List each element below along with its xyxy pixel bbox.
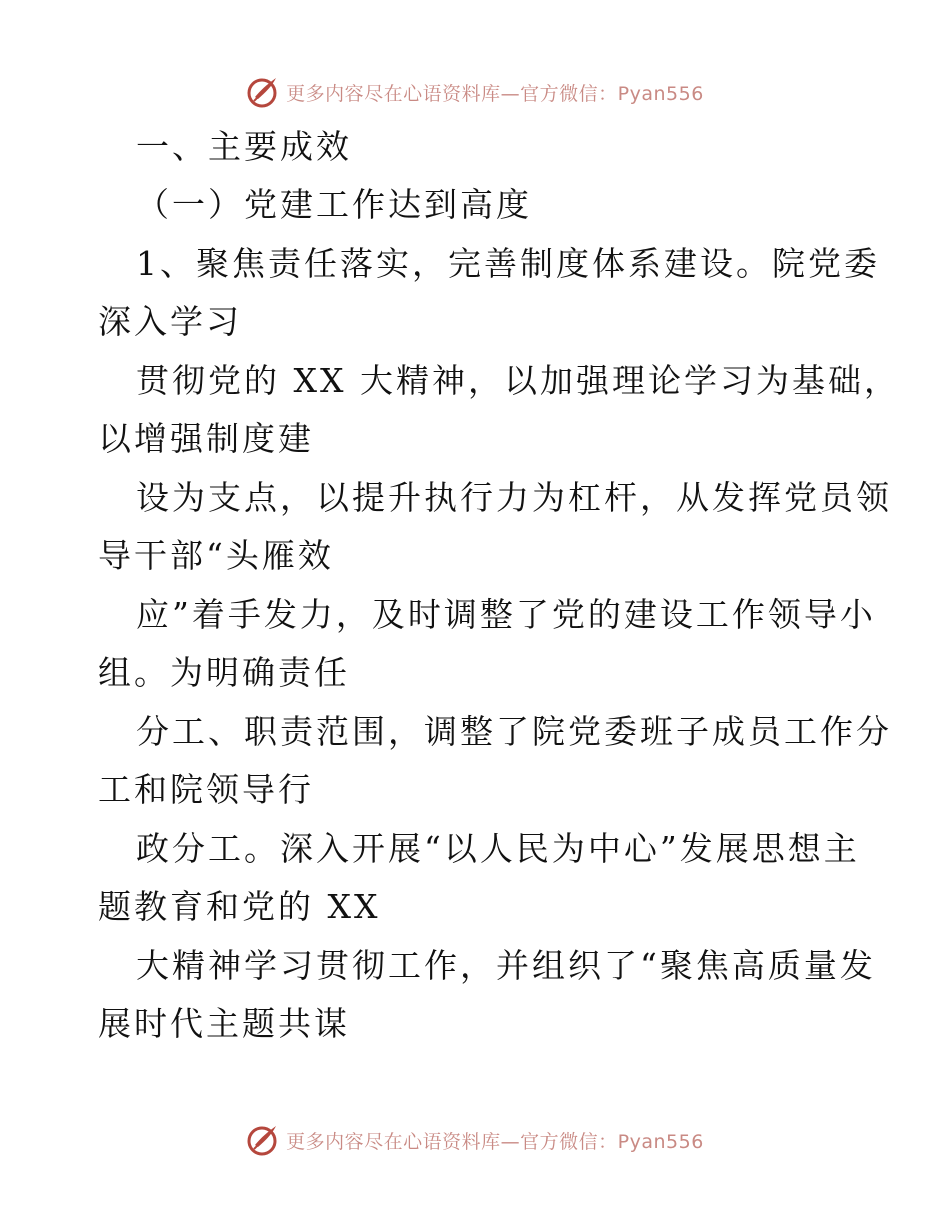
paragraph-line: 深入学习 bbox=[98, 302, 242, 341]
header-banner bbox=[0, 70, 950, 114]
footer-banner bbox=[0, 1118, 950, 1162]
paragraph-line: 题教育和党的 XX bbox=[98, 887, 381, 926]
paragraph-line: 1、聚焦责任落实，完善制度体系建设。院党委 bbox=[136, 244, 880, 283]
quill-logo-icon bbox=[246, 1123, 280, 1157]
paragraph-line: 组。为明确责任 bbox=[98, 653, 350, 692]
section-heading: 一、主要成效 bbox=[136, 127, 352, 166]
paragraph-line: 大精神学习贯彻工作，并组织了“聚焦高质量发 bbox=[136, 946, 876, 985]
paragraph-line: 设为支点，以提升执行力为杠杆，从发挥党员领 bbox=[136, 478, 892, 517]
paragraph-line: 展时代主题共谋 bbox=[98, 1004, 350, 1043]
paragraph-line: 分工、职责范围，调整了院党委班子成员工作分 bbox=[136, 712, 892, 751]
quill-logo-icon bbox=[246, 75, 280, 109]
subsection-heading: （一）党建工作达到高度 bbox=[136, 185, 532, 224]
paragraph-line: 工和院领导行 bbox=[98, 770, 314, 809]
header-banner-text: 更多内容尽在心语资料库—官方微信：Pyan556 bbox=[286, 82, 704, 105]
paragraph-line: 以增强制度建 bbox=[98, 419, 314, 458]
paragraph-line: 政分工。深入开展“以人民为中心”发展思想主 bbox=[136, 829, 860, 868]
paragraph-line: 应”着手发力，及时调整了党的建设工作领导小 bbox=[136, 595, 876, 634]
footer-banner-text: 更多内容尽在心语资料库—官方微信：Pyan556 bbox=[286, 1130, 704, 1153]
paragraph-line: 贯彻党的 XX 大精神，以加强理论学习为基础， bbox=[136, 361, 900, 400]
paragraph-line: 导干部“头雁效 bbox=[98, 536, 334, 575]
